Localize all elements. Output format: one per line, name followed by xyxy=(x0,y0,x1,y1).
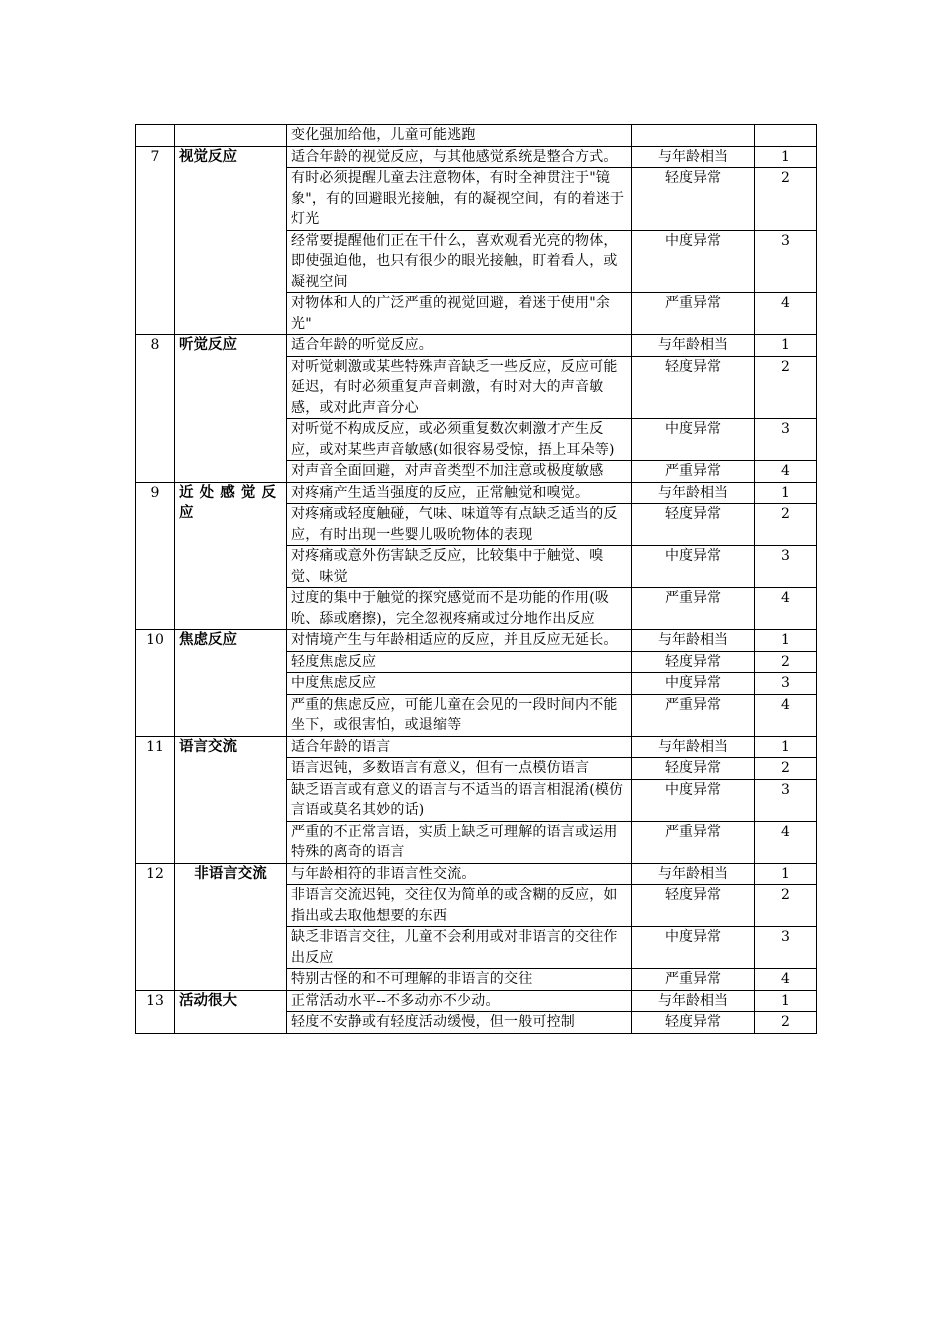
table-row xyxy=(136,146,817,168)
criterion-description: 对疼痛产生适当强度的反应，正常触觉和嗅觉。 xyxy=(287,482,632,504)
score-value: 1 xyxy=(755,630,817,652)
severity-level: 与年龄相当 xyxy=(632,863,755,885)
criterion-description: 中度焦虑反应 xyxy=(287,673,632,695)
criterion-description: 特别古怪的和不可理解的非语言的交往 xyxy=(287,969,632,991)
score-value: 4 xyxy=(755,821,817,863)
severity-level: 与年龄相当 xyxy=(632,630,755,652)
item-number: 11 xyxy=(136,736,175,863)
description-cell: 变化强加给他，儿童可能逃跑 xyxy=(287,125,632,147)
category-cell xyxy=(175,125,287,147)
criterion-description: 语言迟钝，多数语言有意义，但有一点模仿语言 xyxy=(287,758,632,780)
score-value: 2 xyxy=(755,168,817,231)
score-value: 1 xyxy=(755,736,817,758)
criterion-description: 适合年龄的视觉反应，与其他感觉系统是整合方式。 xyxy=(287,146,632,168)
category-label: 焦虑反应 xyxy=(175,630,287,737)
assessment-table xyxy=(135,124,817,1034)
severity-level: 轻度异常 xyxy=(632,504,755,546)
score-value: 3 xyxy=(755,927,817,969)
table-row xyxy=(136,335,817,357)
criterion-description: 与年龄相符的非语言性交流。 xyxy=(287,863,632,885)
severity-level: 轻度异常 xyxy=(632,1012,755,1034)
score-value: 2 xyxy=(755,1012,817,1034)
criterion-description: 有时必须提醒儿童去注意物体，有时全神贯注于"镜象"，有的回避眼光接触，有的凝视空间，有的着迷于灯光 xyxy=(287,168,632,231)
criterion-description: 非语言交流迟钝，交往仅为简单的或含糊的反应，如指出或去取他想要的东西 xyxy=(287,885,632,927)
category-label: 听觉反应 xyxy=(175,335,287,483)
severity-level: 严重异常 xyxy=(632,694,755,736)
table-row xyxy=(136,482,817,504)
item-number: 10 xyxy=(136,630,175,737)
score-value: 1 xyxy=(755,335,817,357)
table-row xyxy=(136,125,817,147)
score-cell xyxy=(755,125,817,147)
score-value: 2 xyxy=(755,651,817,673)
score-value: 3 xyxy=(755,419,817,461)
criterion-description: 轻度焦虑反应 xyxy=(287,651,632,673)
criterion-description: 严重的不正常言语，实质上缺乏可理解的语言或运用特殊的离奇的语言 xyxy=(287,821,632,863)
criterion-description: 轻度不安静或有轻度活动缓慢，但一般可控制 xyxy=(287,1012,632,1034)
score-value: 3 xyxy=(755,546,817,588)
severity-level: 严重异常 xyxy=(632,293,755,335)
table-row xyxy=(136,630,817,652)
severity-level: 中度异常 xyxy=(632,927,755,969)
table-row xyxy=(136,990,817,1012)
severity-level: 严重异常 xyxy=(632,821,755,863)
score-value: 2 xyxy=(755,356,817,419)
severity-level: 严重异常 xyxy=(632,969,755,991)
severity-level: 轻度异常 xyxy=(632,885,755,927)
criterion-description: 正常活动水平--不多动亦不少动。 xyxy=(287,990,632,1012)
score-value: 1 xyxy=(755,990,817,1012)
criterion-description: 经常要提醒他们正在干什么，喜欢观看光亮的物体，即使强迫他，也只有很少的眼光接触，盯着看人，或凝视空间 xyxy=(287,230,632,293)
score-value: 2 xyxy=(755,504,817,546)
criterion-description: 适合年龄的听觉反应。 xyxy=(287,335,632,357)
criterion-description: 过度的集中于触觉的探究感觉而不是功能的作用(吸吮、舔或磨擦)，完全忽视疼痛或过分地作出反应 xyxy=(287,588,632,630)
score-value: 3 xyxy=(755,779,817,821)
severity-level: 与年龄相当 xyxy=(632,990,755,1012)
score-value: 4 xyxy=(755,461,817,483)
severity-level: 轻度异常 xyxy=(632,168,755,231)
criterion-description: 缺乏语言或有意义的语言与不适当的语言相混淆(模仿言语或莫名其妙的话) xyxy=(287,779,632,821)
severity-level: 与年龄相当 xyxy=(632,736,755,758)
item-number: 9 xyxy=(136,482,175,630)
severity-level: 严重异常 xyxy=(632,461,755,483)
table-row xyxy=(136,736,817,758)
score-value: 1 xyxy=(755,863,817,885)
criterion-description: 对疼痛或轻度触碰，气味、味道等有点缺乏适当的反应，有时出现一些婴儿吸吮物体的表现 xyxy=(287,504,632,546)
criterion-description: 对疼痛或意外伤害缺乏反应，比较集中于触觉、嗅觉、味觉 xyxy=(287,546,632,588)
score-value: 2 xyxy=(755,758,817,780)
severity-level: 与年龄相当 xyxy=(632,482,755,504)
severity-level: 中度异常 xyxy=(632,546,755,588)
item-number: 12 xyxy=(136,863,175,990)
severity-level: 中度异常 xyxy=(632,230,755,293)
severity-level: 中度异常 xyxy=(632,673,755,695)
score-value: 4 xyxy=(755,969,817,991)
score-value: 3 xyxy=(755,230,817,293)
severity-level: 与年龄相当 xyxy=(632,335,755,357)
score-value: 4 xyxy=(755,293,817,335)
criterion-description: 严重的焦虑反应，可能儿童在会见的一段时间内不能坐下，或很害怕，或退缩等 xyxy=(287,694,632,736)
criterion-description: 缺乏非语言交往，儿童不会利用或对非语言的交往作出反应 xyxy=(287,927,632,969)
severity-level: 轻度异常 xyxy=(632,356,755,419)
severity-level: 严重异常 xyxy=(632,588,755,630)
criterion-description: 对声音全面回避，对声音类型不加注意或极度敏感 xyxy=(287,461,632,483)
score-value: 2 xyxy=(755,885,817,927)
category-label: 视觉反应 xyxy=(175,146,287,335)
category-label: 近处感觉反应 xyxy=(175,482,287,630)
criterion-description: 对听觉不构成反应，或必须重复数次刺激才产生反应，或对某些声音敏感(如很容易受惊，捂上耳朵等) xyxy=(287,419,632,461)
severity-level: 中度异常 xyxy=(632,419,755,461)
item-number: 13 xyxy=(136,990,175,1033)
criterion-description: 适合年龄的语言 xyxy=(287,736,632,758)
criterion-description: 对情境产生与年龄相适应的反应，并且反应无延长。 xyxy=(287,630,632,652)
item-number: 8 xyxy=(136,335,175,483)
criterion-description: 对物体和人的广泛严重的视觉回避，着迷于使用"余光" xyxy=(287,293,632,335)
level-cell xyxy=(632,125,755,147)
item-number-cell xyxy=(136,125,175,147)
item-number: 7 xyxy=(136,146,175,335)
score-value: 4 xyxy=(755,588,817,630)
criterion-description: 对听觉刺激或某些特殊声音缺乏一些反应，反应可能延迟，有时必须重复声音刺激，有时对大的声音敏感，或对此声音分心 xyxy=(287,356,632,419)
category-label: 活动很大 xyxy=(175,990,287,1033)
severity-level: 与年龄相当 xyxy=(632,146,755,168)
score-value: 1 xyxy=(755,482,817,504)
category-label: 非语言交流 xyxy=(175,863,287,990)
severity-level: 中度异常 xyxy=(632,779,755,821)
table-row xyxy=(136,863,817,885)
category-label: 语言交流 xyxy=(175,736,287,863)
severity-level: 轻度异常 xyxy=(632,758,755,780)
score-value: 4 xyxy=(755,694,817,736)
severity-level: 轻度异常 xyxy=(632,651,755,673)
score-value: 1 xyxy=(755,146,817,168)
score-value: 3 xyxy=(755,673,817,695)
